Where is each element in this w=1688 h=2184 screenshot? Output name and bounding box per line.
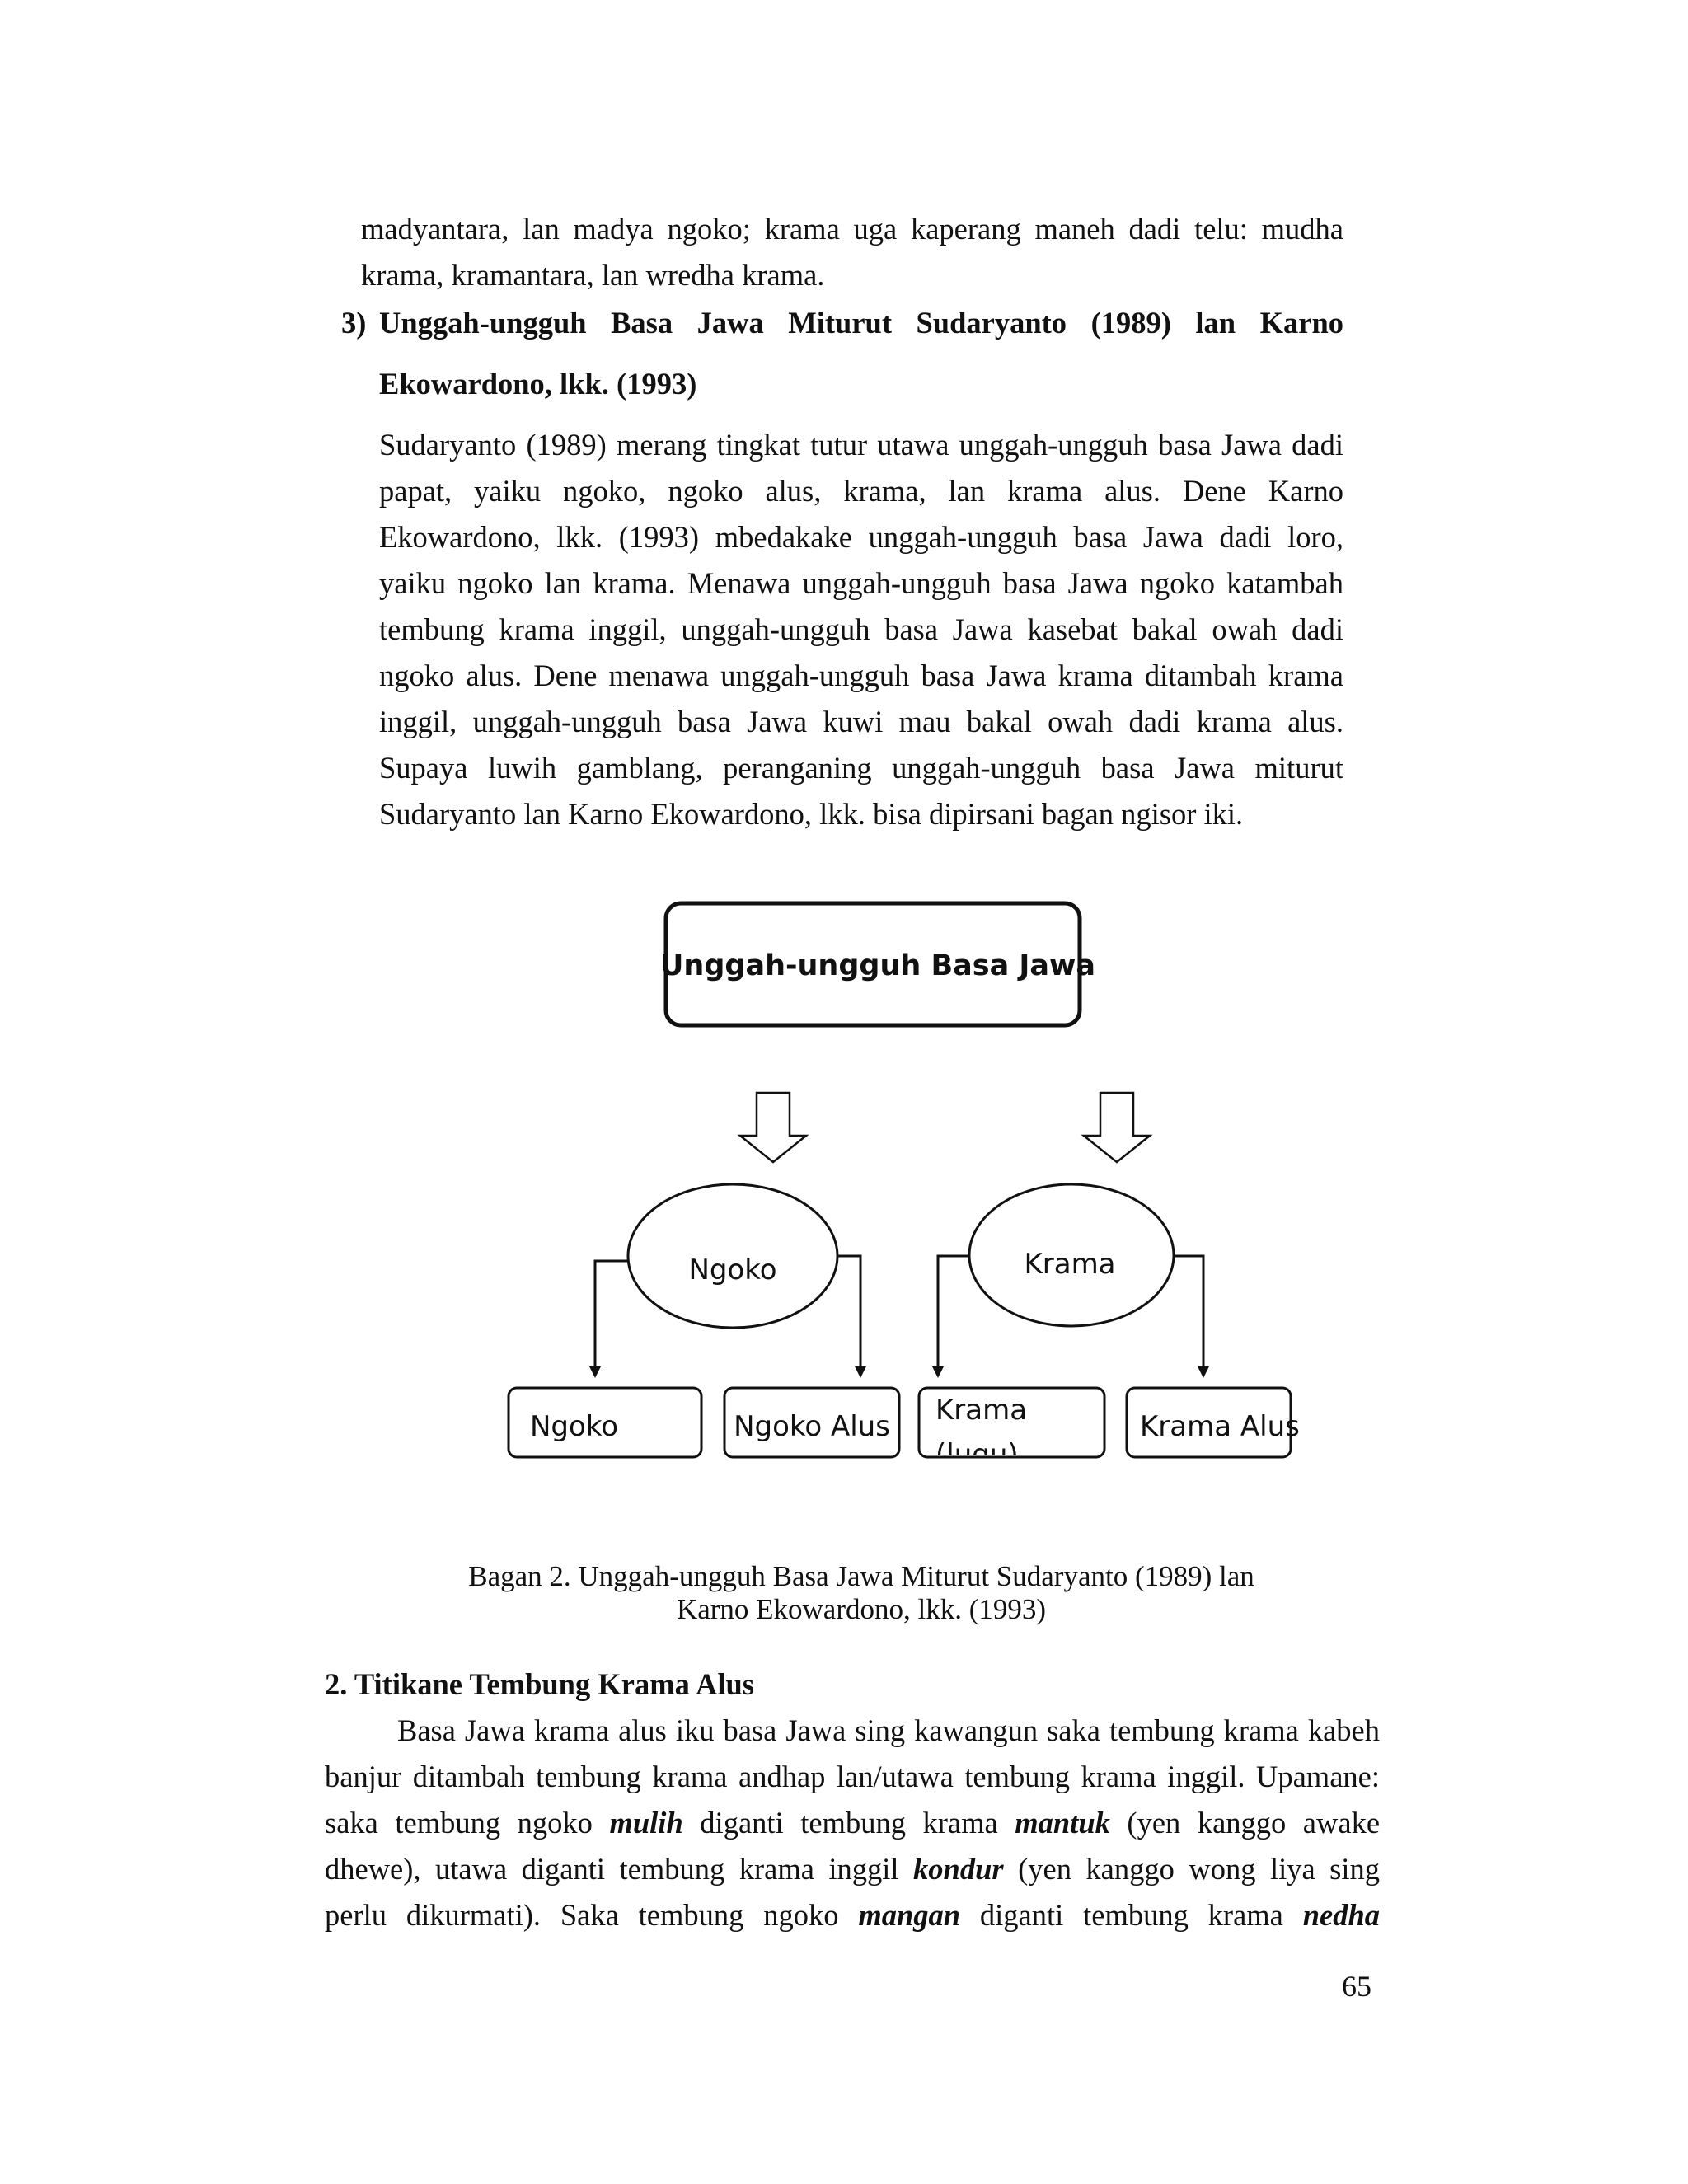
line-5-text-a: perlu dikurmati). Saka tembung ngoko <box>325 1898 839 1932</box>
section-3-title-line-1: Unggah-ungguh Basa Jawa Miturut Sudaryanto (1989) lan Karno <box>379 306 1343 340</box>
connector-krama-left <box>938 1256 969 1372</box>
leaf-label-krama-alus: Krama Alus <box>1140 1410 1300 1443</box>
section-2-line-3 <box>325 1805 1380 1840</box>
top-paragraph-line-1: madyantara, lan madya ngoko; krama uga kaperang maneh dadi telu: mudha <box>361 212 1343 246</box>
krama-ellipse-label: Krama <box>1024 1248 1116 1281</box>
leaf-label-ngoko-alus: Ngoko Alus <box>734 1410 890 1443</box>
caption-line-1: Bagan 2. Unggah-ungguh Basa Jawa Miturut Sudaryanto (1989) lan <box>468 1560 1254 1592</box>
connector-ngoko-right <box>837 1256 860 1372</box>
section-3-title-line-2: Ekowardono, lkk. (1993) <box>379 367 697 401</box>
leaf-label-krama-lugu-line-2: (lugu) <box>935 1438 1019 1471</box>
caption-line-2: Karno Ekowardono, lkk. (1993) <box>676 1593 1047 1625</box>
word-mangan: mangan <box>858 1898 961 1932</box>
down-arrow-right-icon <box>1084 1093 1150 1162</box>
line-4-text-a: dhewe), utawa diganti tembung krama inggil <box>325 1852 899 1886</box>
section-3-line-6: ngoko alus. Dene menawa unggah-ungguh basa Jawa krama ditambah krama <box>379 658 1343 692</box>
section-3-line-5: tembung krama inggil, unggah-ungguh basa Jawa kasebat bakal owah dadi <box>379 612 1343 646</box>
word-nedha: nedha <box>1302 1898 1381 1932</box>
word-kondur: kondur <box>913 1852 1004 1886</box>
section-3-line-8: Supaya luwih gamblang, peranganing unggah-ungguh basa Jawa miturut <box>379 751 1343 785</box>
line-3-text-a: saka tembung ngoko <box>325 1806 593 1840</box>
section-3-line-2: papat, yaiku ngoko, ngoko alus, krama, lan krama alus. Dene Karno <box>379 474 1343 508</box>
section-2-heading: 2. Titikane Tembung Krama Alus <box>325 1667 754 1701</box>
word-mantuk: mantuk <box>1015 1806 1110 1840</box>
section-3-line-1: Sudaryanto (1989) merang tingkat tutur utawa unggah-ungguh basa Jawa dadi <box>379 428 1343 462</box>
word-mulih: mulih <box>609 1806 683 1840</box>
figure-caption <box>363 1560 1360 1626</box>
top-paragraph-line-2: krama, kramantara, lan wredha krama. <box>361 258 825 292</box>
line-5-text-c: diganti tembung krama <box>979 1898 1283 1932</box>
line-3-text-e: (yen kanggo awake <box>1127 1806 1381 1840</box>
page-number: 65 <box>1342 1970 1372 2003</box>
leaf-label-ngoko: Ngoko <box>530 1410 619 1443</box>
section-3-line-9: Sudaryanto lan Karno Ekowardono, lkk. bisa dipirsani bagan ngisor iki. <box>379 797 1244 831</box>
line-3-text-c: diganti tembung krama <box>700 1806 998 1840</box>
section-3-number: 3) <box>341 306 367 340</box>
section-3-line-7: inggil, unggah-ungguh basa Jawa kuwi mau bakal owah dadi krama alus. <box>379 705 1343 738</box>
section-2-line-5 <box>325 1897 1380 1933</box>
connector-krama-right <box>1174 1256 1203 1372</box>
connector-ngoko-left <box>595 1261 628 1372</box>
root-label: Unggah-ungguh Basa Jawa <box>660 949 1095 982</box>
line-4-text-c: (yen kanggo wong liya sing <box>1018 1852 1381 1886</box>
leaf-label-krama-lugu-line-1: Krama <box>935 1394 1028 1427</box>
ngoko-ellipse-label: Ngoko <box>688 1254 777 1286</box>
section-2-line-1: Basa Jawa krama alus iku basa Jawa sing kawangun saka tembung krama kabeh <box>397 1713 1380 1747</box>
down-arrow-left-icon <box>740 1093 806 1162</box>
section-3-line-4: yaiku ngoko lan krama. Menawa unggah-ungguh basa Jawa ngoko katambah <box>379 566 1343 600</box>
section-3-line-3: Ekowardono, lkk. (1993) mbedakake unggah-ungguh basa Jawa dadi loro, <box>379 520 1343 554</box>
section-2-line-4 <box>325 1851 1380 1886</box>
section-2-line-2: banjur ditambah tembung krama andhap lan/utawa tembung krama inggil. Upamane: <box>325 1760 1380 1793</box>
